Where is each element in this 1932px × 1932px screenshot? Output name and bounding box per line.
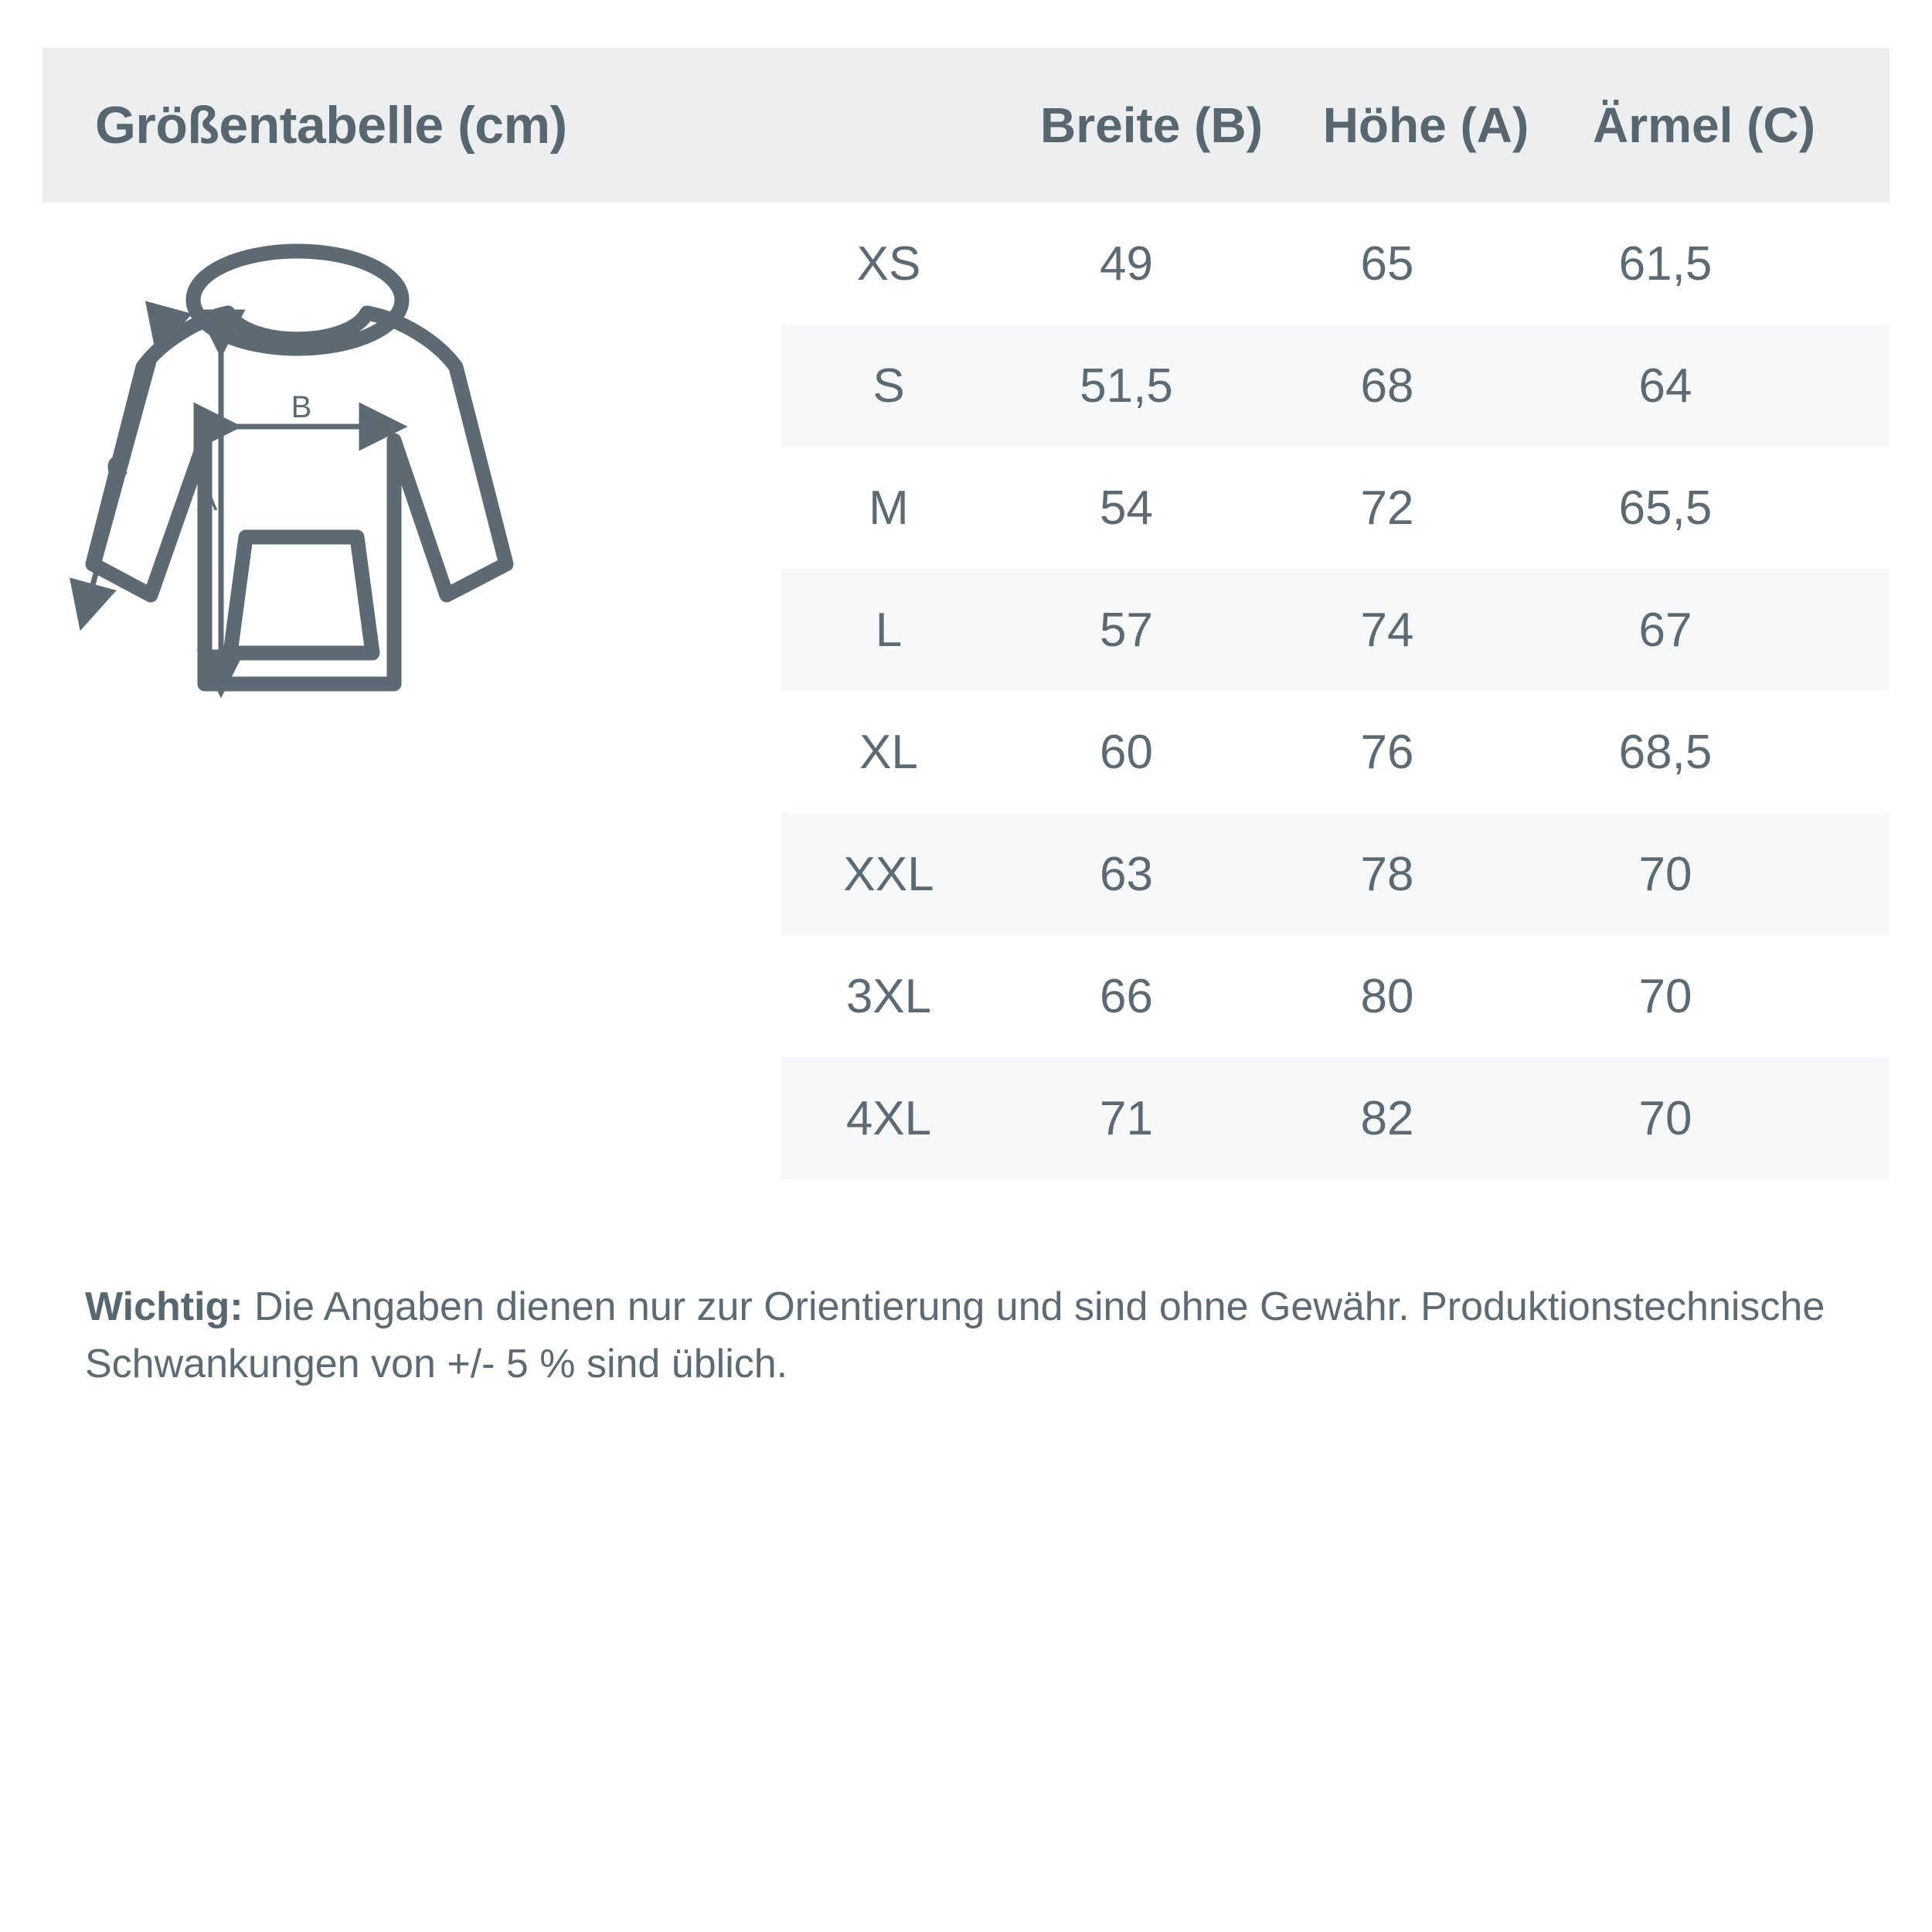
column-headers xyxy=(823,97,1889,154)
table-header-band xyxy=(43,48,1889,202)
cell-sleeve: 67 xyxy=(1638,603,1692,657)
cell-size: L xyxy=(875,603,903,657)
cell-width: 66 xyxy=(1100,969,1153,1023)
table-row xyxy=(781,935,1889,1057)
column-header-width: Breite (B) xyxy=(1039,97,1264,153)
cell-sleeve: 70 xyxy=(1638,969,1692,1023)
page-title: Größentabelle (cm) xyxy=(95,96,567,155)
cell-height: 72 xyxy=(1360,481,1414,535)
cell-sleeve: 65,5 xyxy=(1618,481,1713,535)
svg-text:C: C xyxy=(106,451,129,485)
table-row xyxy=(781,691,1889,813)
cell-size: XXL xyxy=(843,847,934,901)
disclaimer-text: Die Angaben dienen nur zur Orientierung und sind ohne Gewähr. Produktionstechnische Schwankungen von +/- 5 % sind üblich. xyxy=(85,1284,1825,1386)
table-row xyxy=(781,447,1889,569)
cell-size: XL xyxy=(859,725,918,779)
table-row xyxy=(781,813,1889,935)
cell-sleeve: 61,5 xyxy=(1618,236,1713,291)
size-table xyxy=(781,202,1889,1179)
disclaimer-note xyxy=(85,1279,1847,1393)
cell-height: 80 xyxy=(1360,969,1414,1023)
table-row xyxy=(781,569,1889,691)
cell-size: XS xyxy=(856,236,921,291)
cell-width: 57 xyxy=(1100,603,1153,657)
cell-height: 68 xyxy=(1360,359,1414,413)
cell-size: 4XL xyxy=(845,1091,932,1145)
cell-width: 49 xyxy=(1100,236,1153,291)
disclaimer-label: Wichtig: xyxy=(85,1284,243,1329)
cell-size: S xyxy=(872,359,905,413)
cell-height: 78 xyxy=(1360,847,1414,901)
cell-height: 82 xyxy=(1360,1091,1414,1145)
column-header-sleeve: Ärmel (C) xyxy=(1592,97,1816,153)
cell-sleeve: 68,5 xyxy=(1618,725,1713,779)
cell-sleeve: 64 xyxy=(1638,359,1692,413)
cell-width: 51,5 xyxy=(1080,359,1173,413)
cell-height: 74 xyxy=(1360,603,1414,657)
cell-sleeve: 70 xyxy=(1638,847,1692,901)
cell-size: M xyxy=(869,481,909,535)
cell-width: 60 xyxy=(1100,725,1153,779)
cell-sleeve: 70 xyxy=(1638,1091,1692,1145)
cell-height: 76 xyxy=(1360,725,1414,779)
cell-width: 71 xyxy=(1100,1091,1153,1145)
cell-height: 65 xyxy=(1360,236,1414,291)
svg-text:B: B xyxy=(291,390,312,424)
cell-size: 3XL xyxy=(845,969,932,1023)
svg-text:A: A xyxy=(196,483,218,517)
table-row xyxy=(781,325,1889,447)
cell-width: 54 xyxy=(1100,481,1153,535)
cell-width: 63 xyxy=(1100,847,1153,901)
table-row xyxy=(781,1057,1889,1179)
hoodie-measurement-diagram xyxy=(70,232,765,819)
column-header-height: Höhe (A) xyxy=(1322,97,1529,153)
table-row xyxy=(781,202,1889,325)
